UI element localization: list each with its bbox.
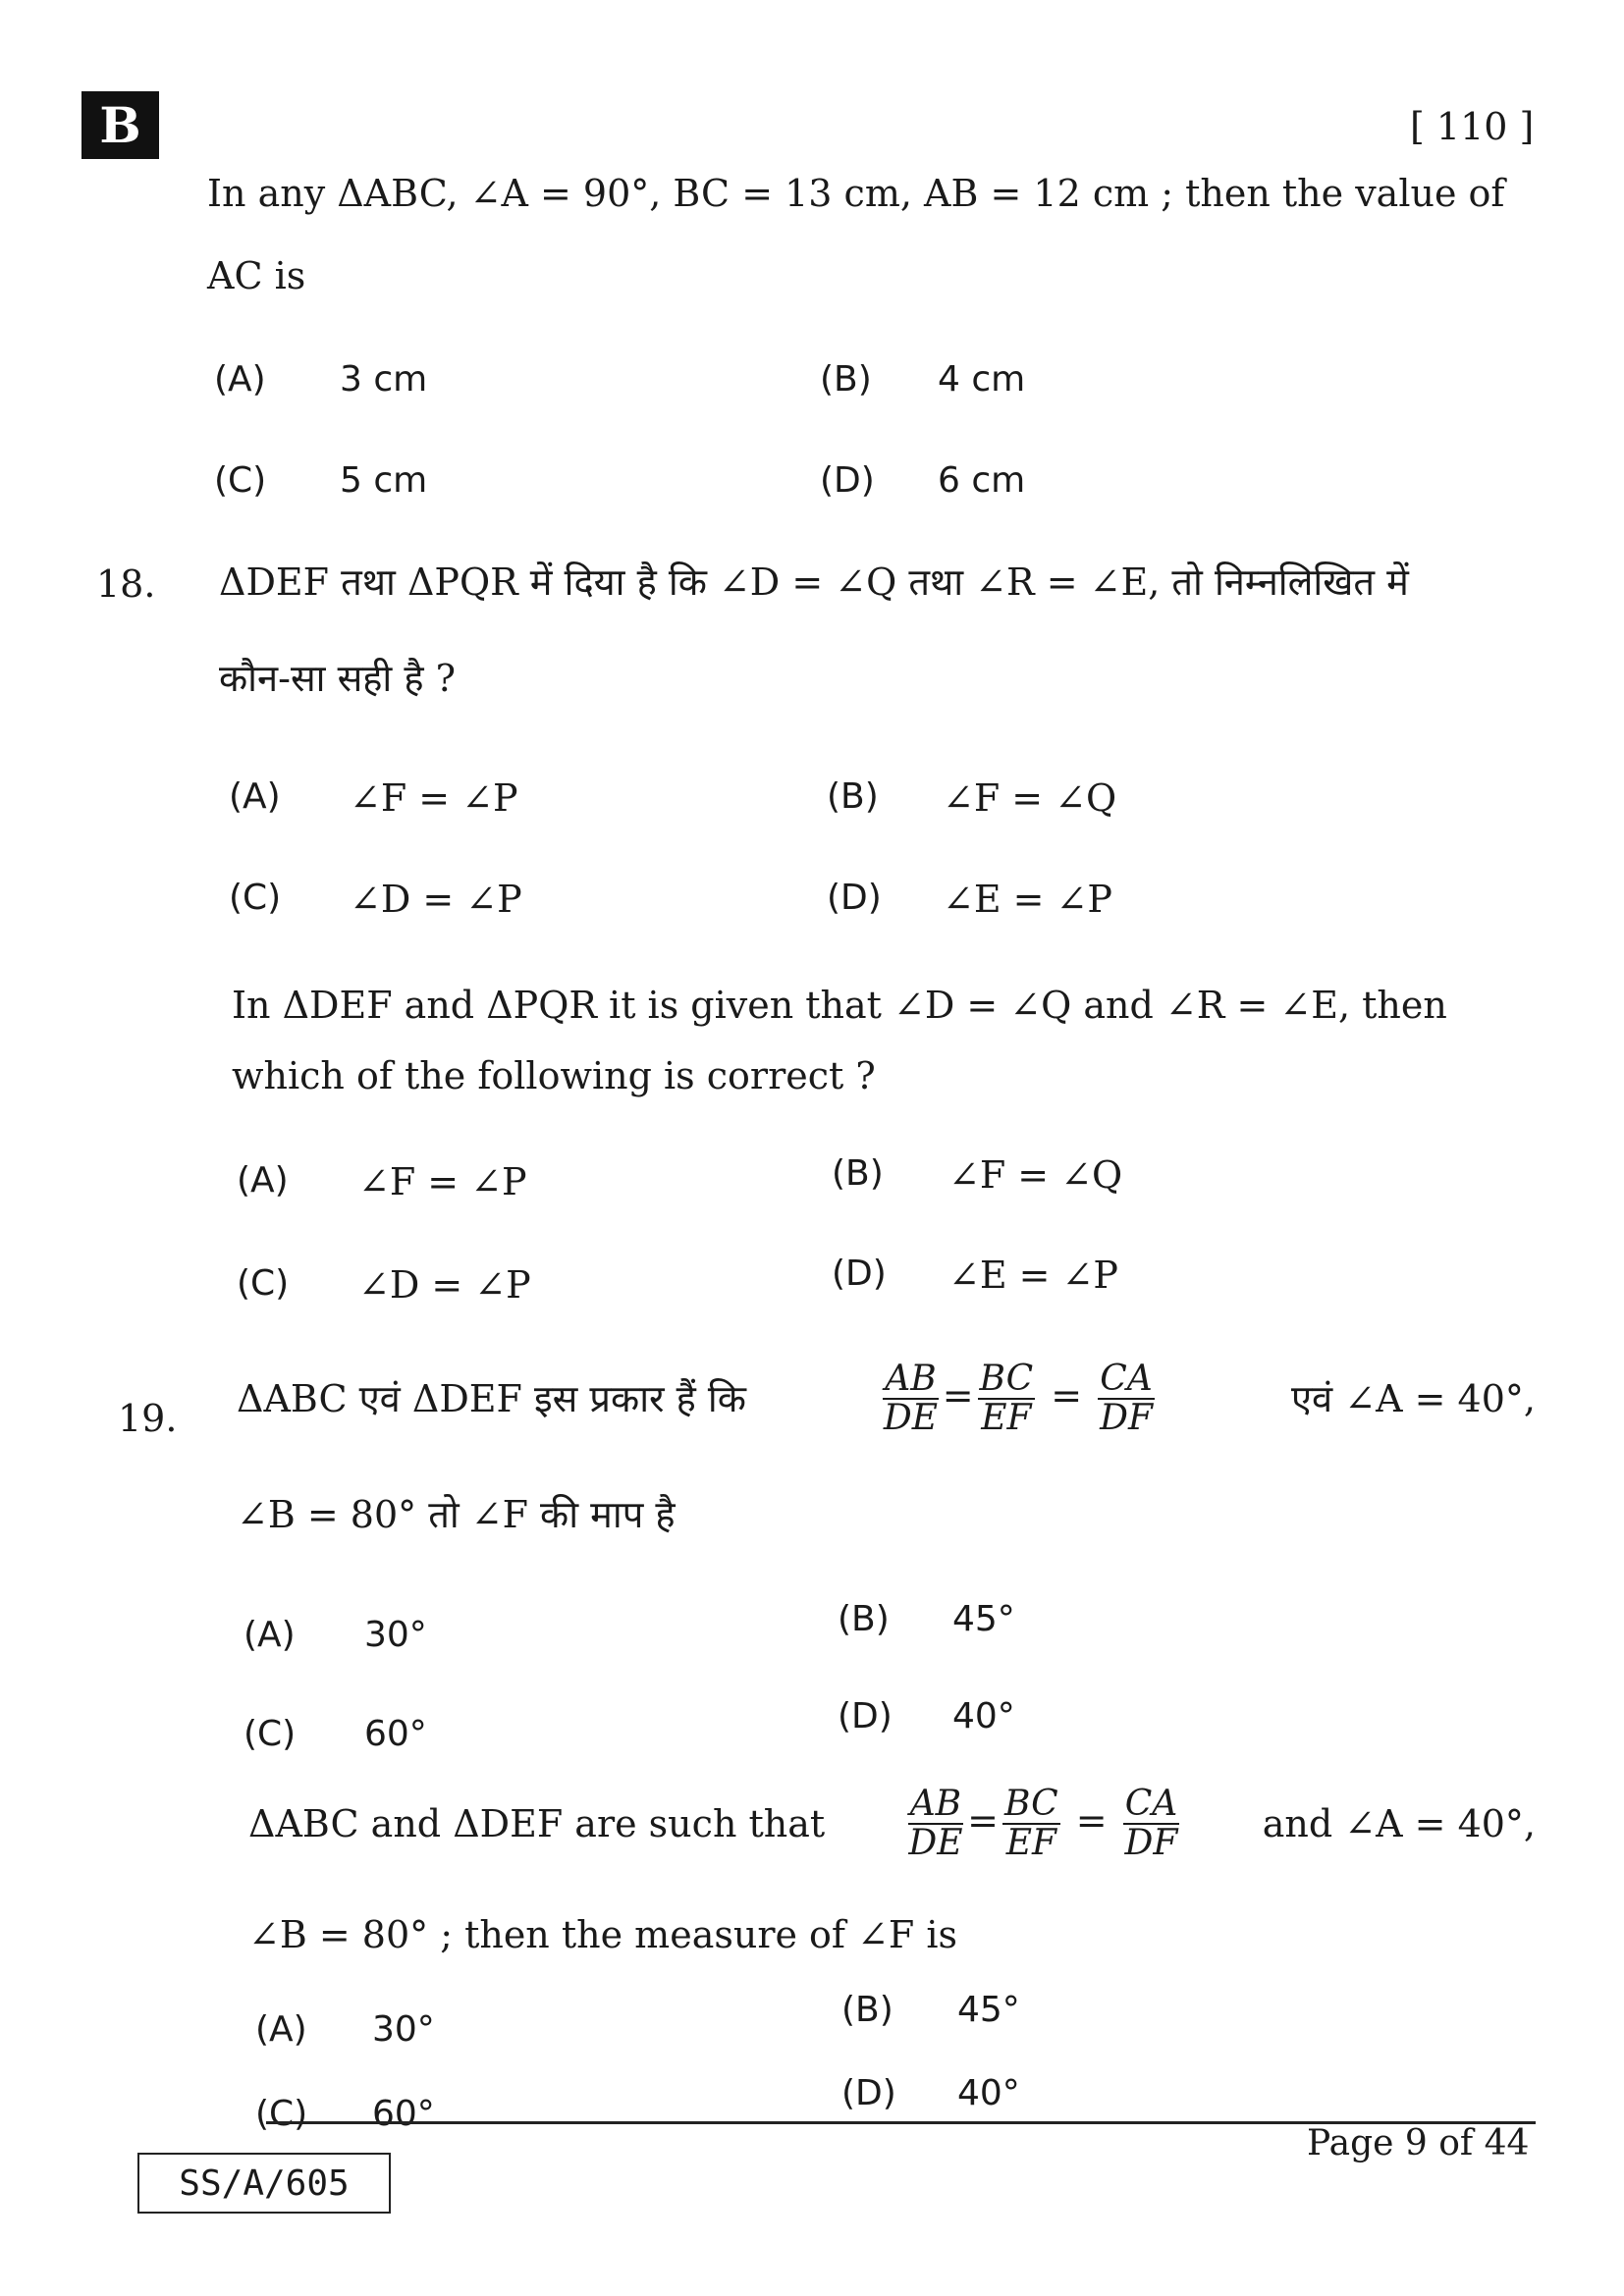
q19-hi-option-a: 30° xyxy=(364,1615,427,1655)
q19-ratio-english: $\frac{AB}{DE}$ = $\frac{BC}{EF}$ = $\frac{CA}{DF}$ xyxy=(908,1784,1178,1863)
q19-english-post: and ∠A = 40°, xyxy=(1262,1802,1536,1845)
q19-en-option-a-label: (A) xyxy=(255,2009,307,2050)
q19-en-option-b: 45° xyxy=(957,1990,1020,2030)
q17-option-d-label: (D) xyxy=(820,460,875,501)
q18-hi-option-d-label: (D) xyxy=(827,878,882,918)
q18-hi-option-a-label: (A) xyxy=(229,776,281,817)
q19-hindi-pre: ΔABC एवं ΔDEF इस प्रकार हैं कि xyxy=(237,1377,746,1420)
q18-hindi-text-2: कौन-सा सही है ? xyxy=(219,657,456,700)
q18-hi-option-c: ∠D = ∠P xyxy=(350,878,522,921)
q17-option-c: 5 cm xyxy=(340,460,428,501)
q18-hi-option-d: ∠E = ∠P xyxy=(943,878,1112,921)
q17-option-b-label: (B) xyxy=(820,359,872,400)
q19-english-text-2: ∠B = 80° ; then the measure of ∠F is xyxy=(248,1913,958,1956)
q18-hi-option-a: ∠F = ∠P xyxy=(350,776,518,820)
q19-hi-option-d: 40° xyxy=(952,1696,1015,1736)
page-code: [ 110 ] xyxy=(1410,105,1535,148)
q17-text: In any ΔABC, ∠A = 90°, BC = 13 cm, AB = 12 cm ; then the value of xyxy=(207,172,1505,215)
q18-en-option-d-label: (D) xyxy=(832,1254,887,1294)
q19-hindi-text-2: ∠B = 80° तो ∠F की माप है xyxy=(237,1493,676,1536)
q17-option-d: 6 cm xyxy=(938,460,1026,501)
q19-en-option-d: 40° xyxy=(957,2073,1020,2113)
q19-en-option-c-label: (C) xyxy=(255,2094,308,2134)
q17-option-b: 4 cm xyxy=(938,359,1026,400)
paper-code: SS/A/605 xyxy=(137,2153,391,2214)
q18-en-option-c-label: (C) xyxy=(237,1263,290,1304)
q18-en-option-a: ∠F = ∠P xyxy=(358,1160,527,1203)
q17-option-a-label: (A) xyxy=(214,359,266,400)
fraction-ab-de: $\frac{AB}{DE}$ xyxy=(883,1359,939,1438)
q19-english-line xyxy=(248,1785,1536,1863)
set-badge: B xyxy=(81,91,159,159)
q18-hi-option-b: ∠F = ∠Q xyxy=(943,776,1117,820)
q18-english-text: In ΔDEF and ΔPQR it is given that ∠D = ∠Q and ∠R = ∠E, then xyxy=(232,984,1447,1027)
q19-hindi-post: एवं ∠A = 40°, xyxy=(1291,1377,1536,1420)
q18-en-option-d: ∠E = ∠P xyxy=(948,1254,1118,1297)
fraction-bc-ef: $\frac{BC}{EF}$ xyxy=(979,1359,1034,1438)
q19-hi-option-c-label: (C) xyxy=(244,1714,297,1754)
q18-en-option-c: ∠D = ∠P xyxy=(358,1263,531,1307)
q19-hi-option-a-label: (A) xyxy=(244,1615,296,1655)
q19-ratio: $\frac{AB}{DE}$ = $\frac{BC}{EF}$ = $\frac{CA}{DF}$ xyxy=(883,1359,1153,1438)
q19-hi-option-d-label: (D) xyxy=(838,1696,893,1736)
q17-option-c-label: (C) xyxy=(214,460,267,501)
q19-en-option-b-label: (B) xyxy=(841,1990,893,2030)
q19-en-option-c: 60° xyxy=(372,2094,435,2134)
q19-english-pre: ΔABC and ΔDEF are such that xyxy=(248,1802,826,1845)
q19-hi-option-b-label: (B) xyxy=(838,1599,890,1639)
q18-en-option-a-label: (A) xyxy=(237,1160,289,1201)
q18-hi-option-c-label: (C) xyxy=(229,878,282,918)
q18-hindi-text: ΔDEF तथा ΔPQR में दिया है कि ∠D = ∠Q तथा ∠R = ∠E, तो निम्नलिखित में xyxy=(219,561,1409,604)
q18-number: 18. xyxy=(96,562,156,606)
fraction-bc-ef: $\frac{BC}{EF}$ xyxy=(1003,1784,1058,1863)
page-number: Page 9 of 44 xyxy=(1307,2123,1530,2163)
fraction-ca-df: $\frac{CA}{DF}$ xyxy=(1124,1784,1178,1863)
q19-hi-option-b: 45° xyxy=(952,1599,1015,1639)
fraction-ab-de: $\frac{AB}{DE}$ xyxy=(908,1784,963,1863)
q19-hi-option-c: 60° xyxy=(364,1714,427,1754)
q19-number: 19. xyxy=(118,1397,178,1440)
q19-en-option-d-label: (D) xyxy=(841,2073,896,2113)
fraction-ca-df: $\frac{CA}{DF}$ xyxy=(1100,1359,1153,1438)
q18-hi-option-b-label: (B) xyxy=(827,776,879,817)
q18-english-text-2: which of the following is correct ? xyxy=(232,1054,876,1097)
q19-en-option-a: 30° xyxy=(372,2009,435,2050)
q18-en-option-b: ∠F = ∠Q xyxy=(948,1153,1123,1197)
q17-text-2: AC is xyxy=(207,254,306,297)
q18-en-option-b-label: (B) xyxy=(832,1153,884,1194)
q19-hindi-line xyxy=(237,1360,1536,1438)
q17-option-a: 3 cm xyxy=(340,359,428,400)
